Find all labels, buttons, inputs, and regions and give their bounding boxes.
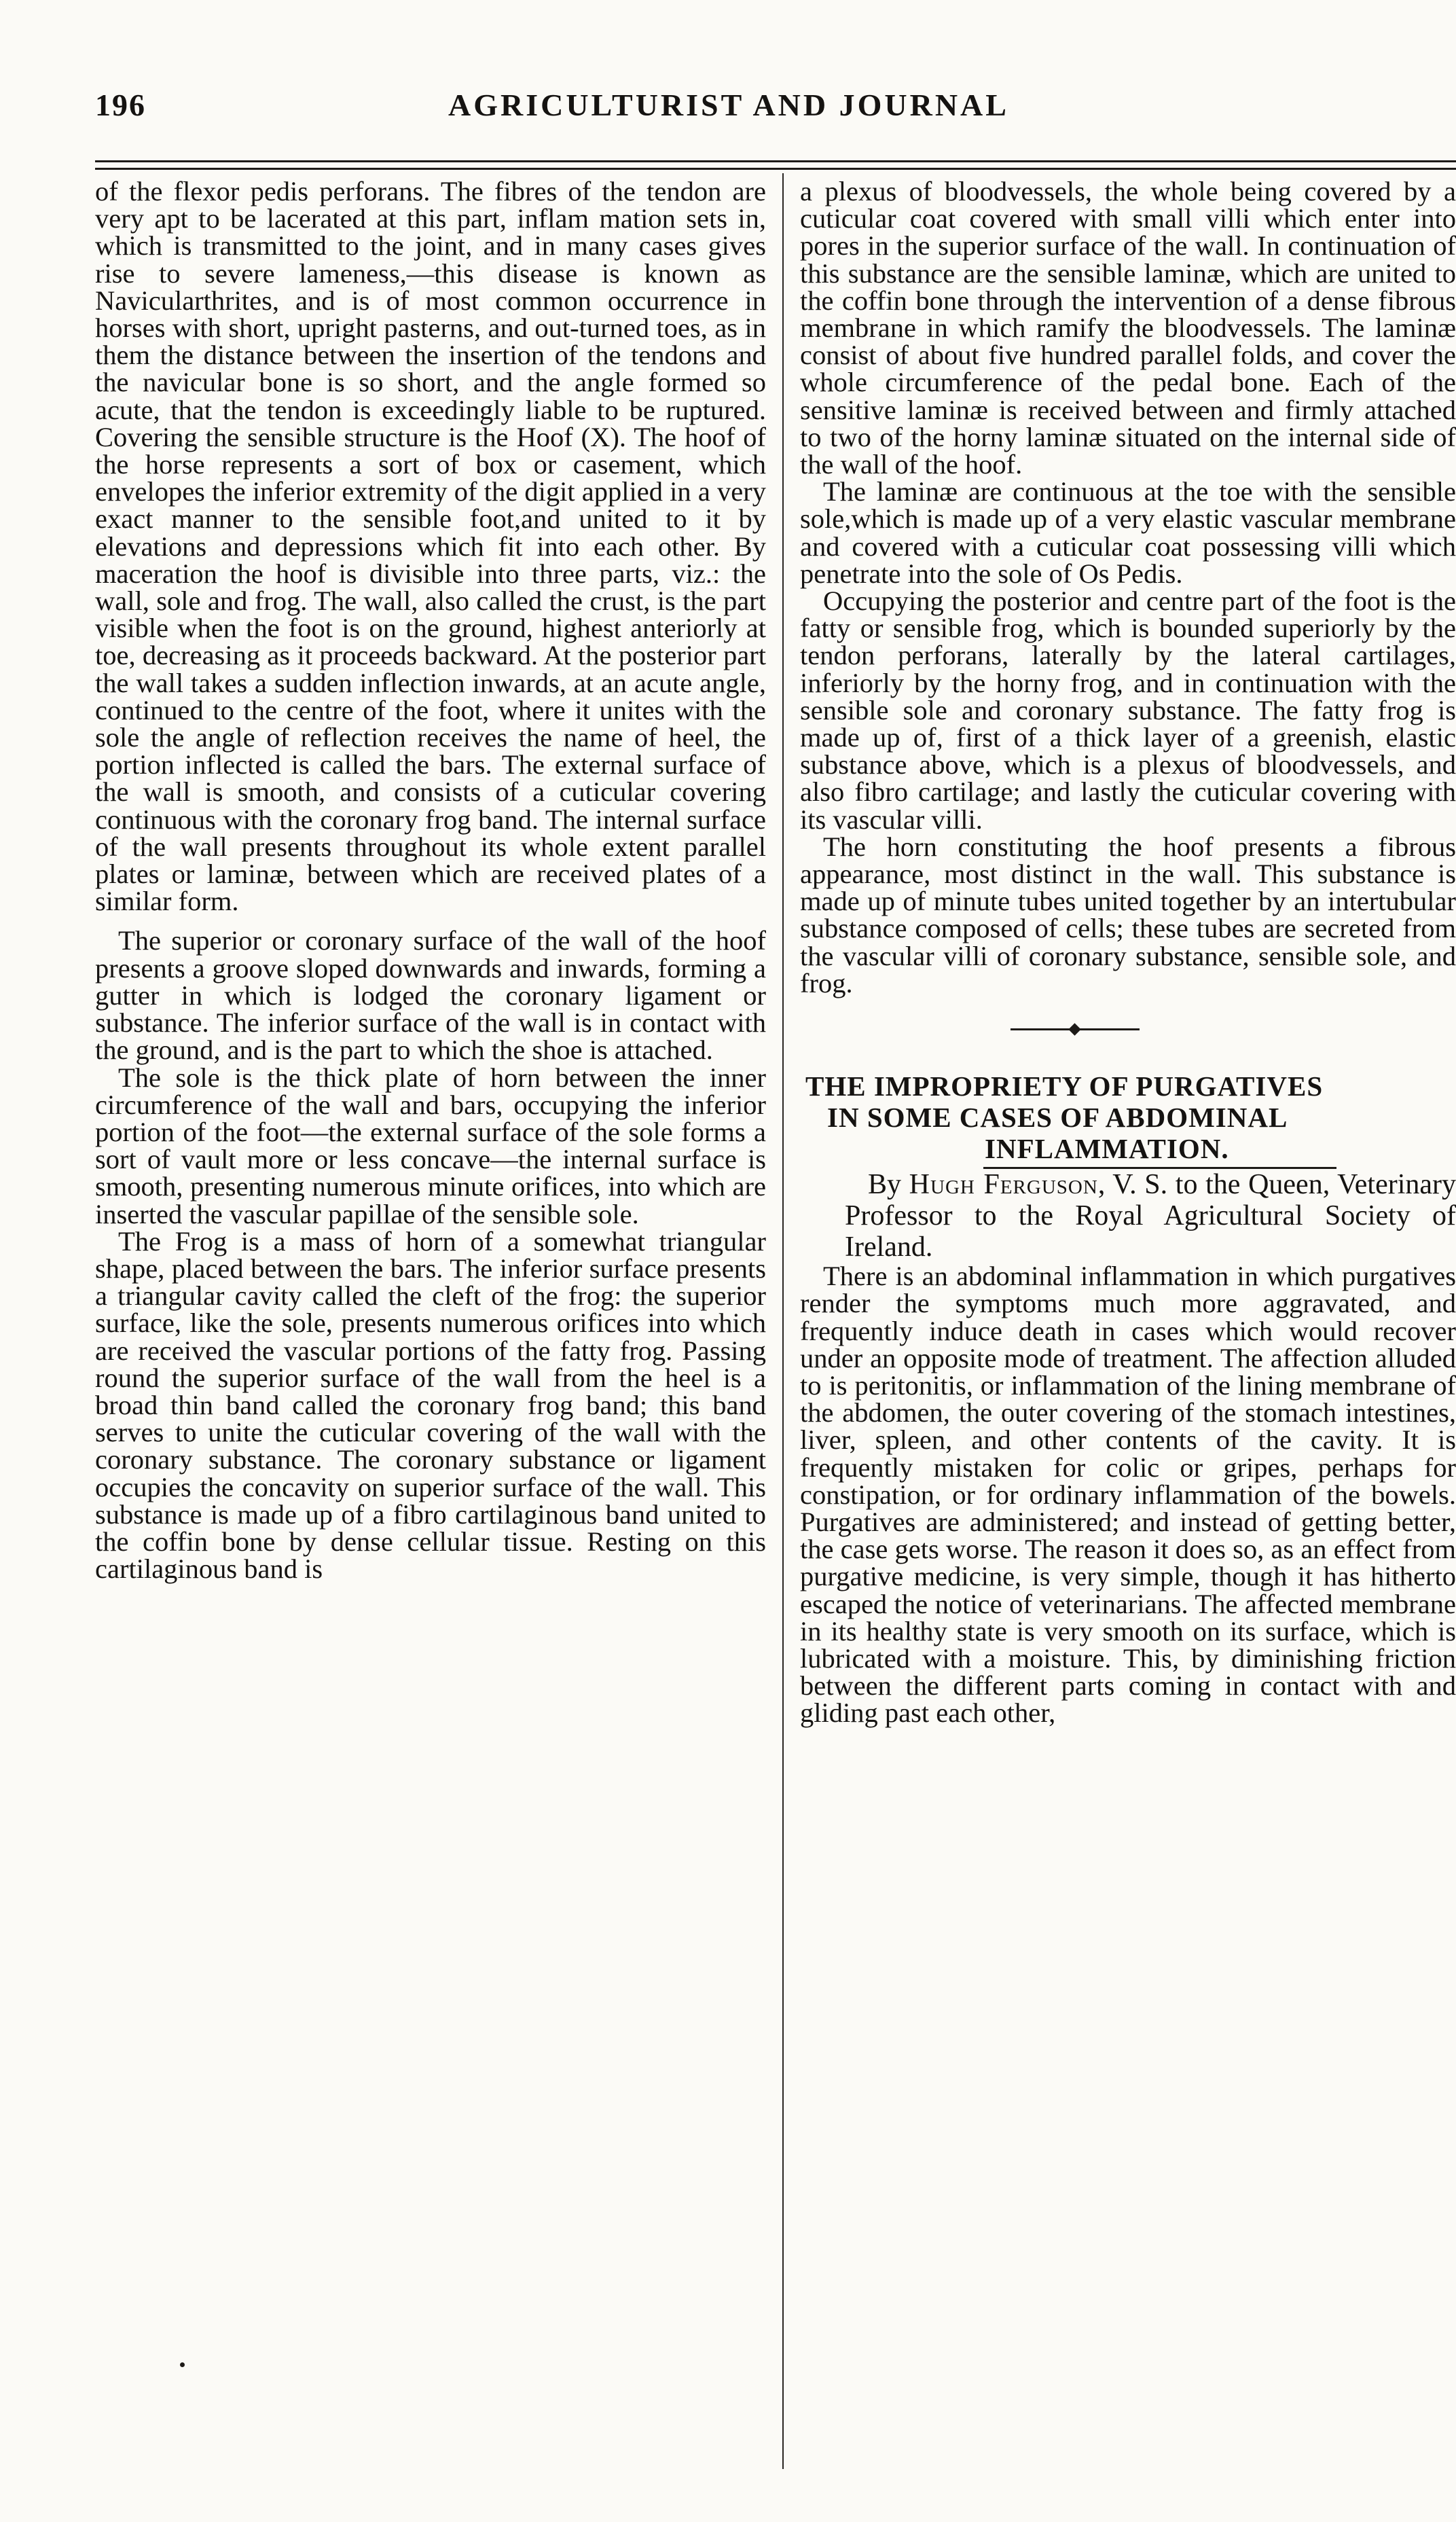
stray-ink-dot bbox=[180, 2362, 185, 2367]
article-byline bbox=[800, 1169, 1456, 1263]
right-column bbox=[800, 178, 1456, 1727]
column-divider bbox=[782, 173, 784, 2469]
left-paragraph-2: The superior or coronary surface of the wall of the hoof presents a groove sloped downwards and inwards, forming a gutter in which is lodged the coronary ligament or substance. The inferior surface of the wall is in contact with the ground, and is the part to which the shoe is attached. bbox=[95, 925, 766, 1066]
header-double-rule bbox=[95, 160, 1456, 170]
byline-prefix: By bbox=[868, 1169, 902, 1201]
right-paragraph-2: The laminæ are continuous at the toe with the sensible sole,which is made up of a very elastic vascular membrane and covered with a cuticular coat possessing villi which penetrate into the sole of Os Pedis. bbox=[800, 476, 1456, 589]
left-column bbox=[95, 178, 766, 1583]
article-paragraph-1: There is an abdominal inflammation in which purgatives render the symptoms much more aggravated, and frequently induce death in cases which would recover under an opposite mode of treatment. The affection alluded to is peritonitis, or inflammation of the lining membrane of the abdomen, the outer covering of the stomach intestines, liver, spleen, and other contents of the cavity. It is frequently mistaken for colic or gripes, perhaps for constipation, or for ordinary inflammation of the bowels. Purgatives are administered; and instead of getting better, the case gets worse. The reason it does so, as an effect from purgative medicine, is very simple, though it has hitherto escaped the notice of veterinarians. The affected membrane in its healthy state is very smooth on its surface, which is lubricated with a moisture. This, by diminishing friction between the different parts coming in contact with and gliding past each other, bbox=[800, 1261, 1456, 1729]
byline-credentials: , V. S. to the Queen, Veterinary Professor to the Royal Agricultural Society of Ireland. bbox=[845, 1169, 1456, 1263]
right-paragraph-3: Occupying the posterior and centre part of the foot is the fatty or sensible frog, which is bounded superiorly by the tendon perforans, laterally by the lateral cartilages, inferiorly by the horny frog, and in continuation with the sensible sole and coronary substance. The fatty frog is made up of, first of a thick layer of a greenish, elastic substance above, which is a plexus of bloodvessels, and also fibro cartilage; and lastly the cuticular covering with its vascular villi. bbox=[800, 586, 1456, 835]
left-paragraph-3: The sole is the thick plate of horn between the inner circumference of the wall and bars, occupying the inferior portion of the foot—the external surface of the sole forms a sort of vault more or less concave—the internal surface is smooth, presenting numerous minute orifices, into which are inserted the vascular papillae of the sensible sole. bbox=[95, 1062, 766, 1229]
ornament-diamond bbox=[1068, 1023, 1080, 1035]
page-header bbox=[95, 82, 1385, 136]
left-paragraph-1: of the flexor pedis perforans. The fibres of the tendon are very apt to be lacerated at this part, inflam mation sets in, which is transmitted to the joint, and in many cases gives rise to severe lameness,—this disease is known as Navicularthrites, and is of most common occurrence in horses with short, upright pasterns, and out-turned toes, as in them the distance between the insertion of the tendons and the navicular bone is so short, and the angle formed so acute, that the tendon is exceedingly liable to be ruptured. Covering the sensible structure is the Hoof (X). The hoof of the horse represents a sort of box or casement, which envelopes the inferior extremity of the digit applied in a very exact manner to the sensible foot,and united to it by elevations and depressions which fit into each other. By maceration the hoof is divisible into three parts, viz.: the wall, sole and frog. The wall, also called the crust, is the part visible when the foot is on the ground, highest anteriorly at toe, decreasing as it proceeds backward. At the posterior part the wall takes a sudden inflection inwards, at an acute angle, continued to the centre of the foot, where it unites with the sole the angle of reflection receives the name of heel, the portion inflected is called the bars. The external surface of the wall is smooth, and consists of a cuticular covering continuous with the coronary frog band. The internal surface of the wall presents throughout its whole extent parallel plates or laminæ, between which are received plates of a similar form. bbox=[95, 176, 766, 917]
right-paragraph-4: The horn constituting the hoof presents a fibrous appearance, most distinct in the wall. This substance is made up of minute tubes united together by an intertubular substance composed of cells; these tubes are secreted from the vascular villi of coronary substance, sensible sole, and frog. bbox=[800, 831, 1456, 998]
byline-author: Hugh Ferguson bbox=[909, 1169, 1098, 1201]
article-title bbox=[800, 1070, 1456, 1164]
left-paragraph-4: The Frog is a mass of horn of a somewhat triangular shape, placed between the bars. The inferior surface presents a triangular cavity called the cleft of the frog: the superior surface, like the sole, presents numerous orifices into which are received the vascular portions of the fatty frog. Passing round the superior surface of the wall from the heel is a broad thin band called the coronary frog band; this band serves to unite the cuticular covering of the wall with the coronary substance. The coronary substance or ligament occupies the concavity on superior surface of the wall. This substance is made up of a fibro cartilaginous band united to the coffin bone by dense cellular tissue. Resting on this cartilaginous band is bbox=[95, 1225, 766, 1585]
article-title-line-3: INFLAMMATION. bbox=[985, 1133, 1229, 1165]
article-title-line-2: IN SOME CASES OF ABDOMINAL bbox=[827, 1102, 1288, 1134]
section-ornament bbox=[800, 1005, 1456, 1053]
page-number: 196 bbox=[95, 88, 146, 122]
right-paragraph-1: a plexus of bloodvessels, the whole being covered by a cuticular coat covered with small villi which enter into pores in the superior surface of the wall. In continuation of this substance are the sensible laminæ, which are united to the coffin bone through the intervention of a dense fibrous membrane in which ramify the bloodvessels. The laminæ consist of about five hundred parallel folds, and cover the whole circumference of the pedal bone. Each of the sensitive laminæ is received between and firmly attached to two of the horny laminæ situated on the internal side of the wall of the hoof. bbox=[800, 176, 1456, 480]
article-title-line-1: THE IMPROPRIETY OF PURGATIVES bbox=[805, 1070, 1324, 1102]
running-head: AGRICULTURIST AND JOURNAL bbox=[448, 88, 1009, 122]
